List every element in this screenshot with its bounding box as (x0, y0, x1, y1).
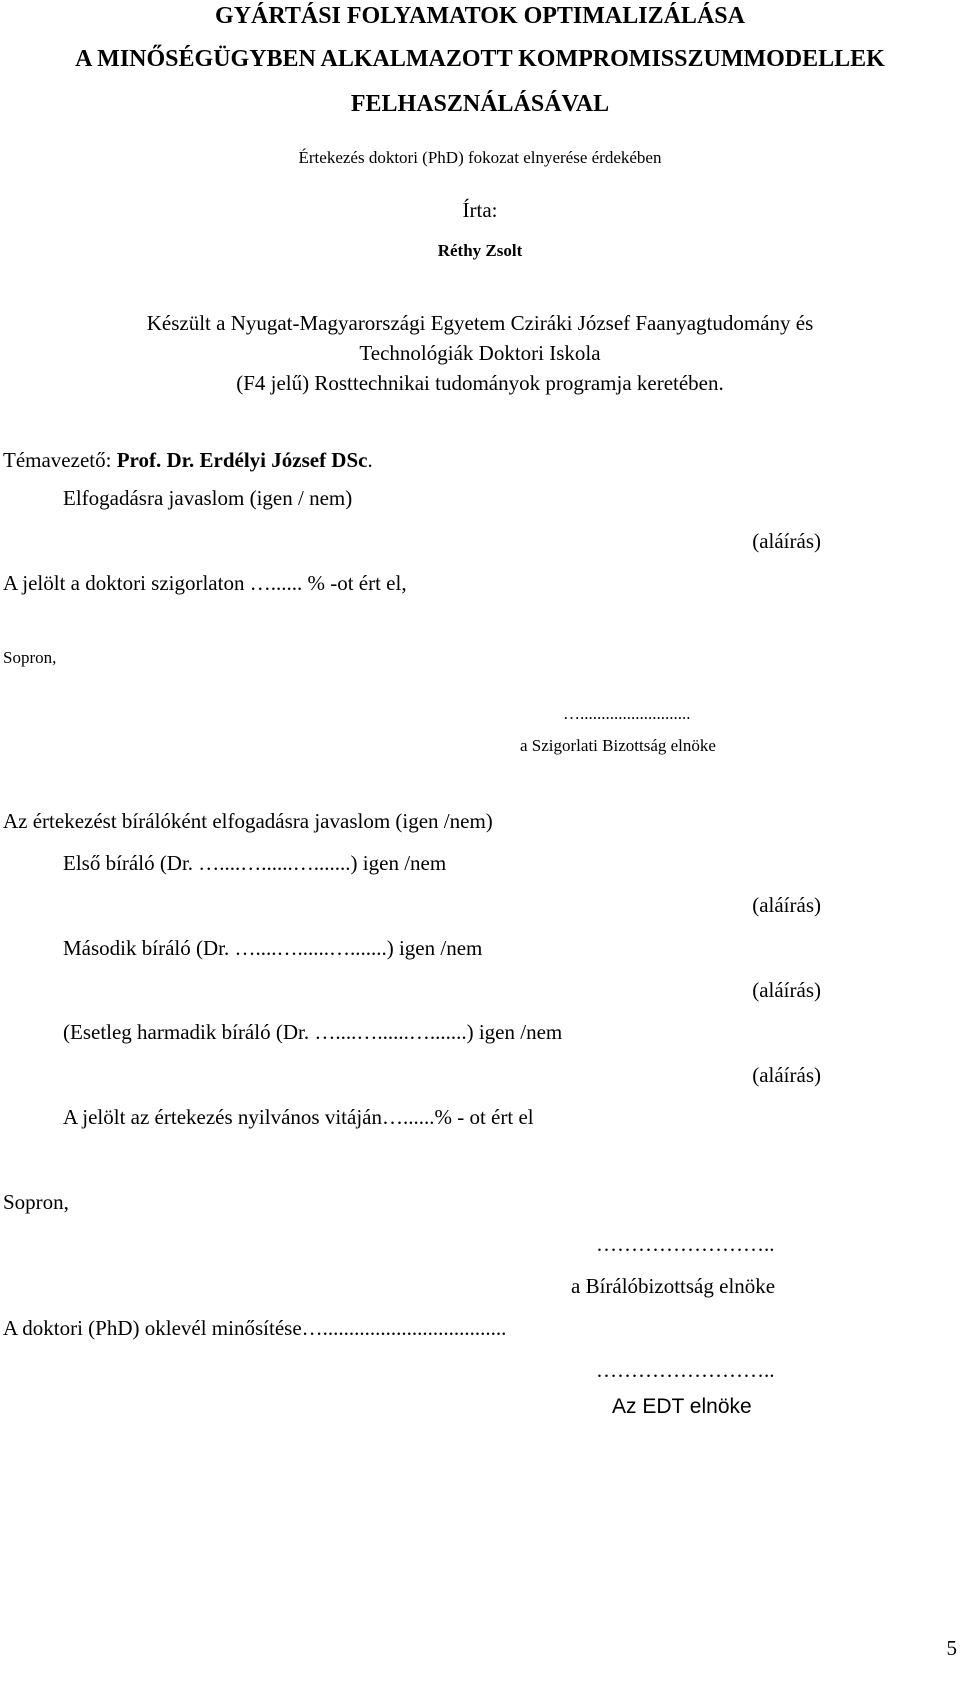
supervisor-label: Témavezető: (3, 448, 117, 472)
author-name: Réthy Zsolt (437, 241, 523, 260)
edt-chair: Az EDT elnöke (612, 1395, 752, 1418)
exam-result: A jelölt a doktori szigorlaton …...... % -ot ért el, (3, 571, 407, 595)
written-by-label: Írta: (462, 198, 498, 222)
page-number: 5 (946, 1636, 957, 1660)
institution-line-3: (F4 jelű) Rosttechnikai tudományok programja keretében. (236, 371, 724, 395)
title-line-1: GYÁRTÁSI FOLYAMATOK OPTIMALIZÁLÁSA (215, 3, 745, 29)
first-reviewer-signature: (aláírás) (752, 893, 821, 917)
diploma-qualification: A doktori (PhD) oklevél minősítése…................................... (3, 1316, 507, 1340)
reviewers-intro: Az értekezést bírálóként elfogadásra javaslom (igen /nem) (3, 809, 493, 833)
third-reviewer-signature: (aláírás) (752, 1063, 821, 1087)
exam-committee-chair: a Szigorlati Bizottság elnöke (520, 736, 716, 755)
second-reviewer-signature: (aláírás) (752, 978, 821, 1002)
supervisor-signature: (aláírás) (752, 529, 821, 553)
title-line-2: A MINŐSÉGÜGYBEN ALKALMAZOTT KOMPROMISSZUMMODELLEK (75, 46, 885, 72)
board-signature-dots: …………………….. (596, 1232, 775, 1256)
supervisor-period: . (367, 448, 373, 472)
edt-signature-dots: …………………….. (596, 1358, 775, 1382)
supervisor-recommendation: Elfogadásra javaslom (igen / nem) (63, 486, 353, 510)
exam-place: Sopron, (3, 648, 57, 667)
third-reviewer: (Esetleg harmadik bíráló (Dr. …....…......….......) igen /nem (63, 1020, 563, 1044)
institution-line-1: Készült a Nyugat-Magyarországi Egyetem Cziráki József Faanyagtudomány és (146, 311, 814, 335)
supervisor-line (3, 450, 373, 471)
first-reviewer: Első bíráló (Dr. …....…......….......) igen /nem (63, 851, 447, 875)
defense-result: A jelölt az értekezés nyilvános vitáján…......% - ot ért el (63, 1105, 534, 1129)
title-line-3: FELHASZNÁLÁSÁVAL (350, 91, 610, 117)
board-chair: a Bírálóbizottság elnöke (571, 1274, 776, 1298)
subtitle: Értekezés doktori (PhD) fokozat elnyerése érdekében (298, 148, 662, 167)
final-place: Sopron, (3, 1190, 69, 1214)
exam-signature-dots: ….......................... (563, 704, 691, 723)
institution-line-2: Technológiák Doktori Iskola (359, 341, 601, 365)
supervisor-name: Prof. Dr. Erdélyi József DSc (116, 448, 368, 472)
second-reviewer: Második bíráló (Dr. …....…......….......) igen /nem (63, 936, 483, 960)
